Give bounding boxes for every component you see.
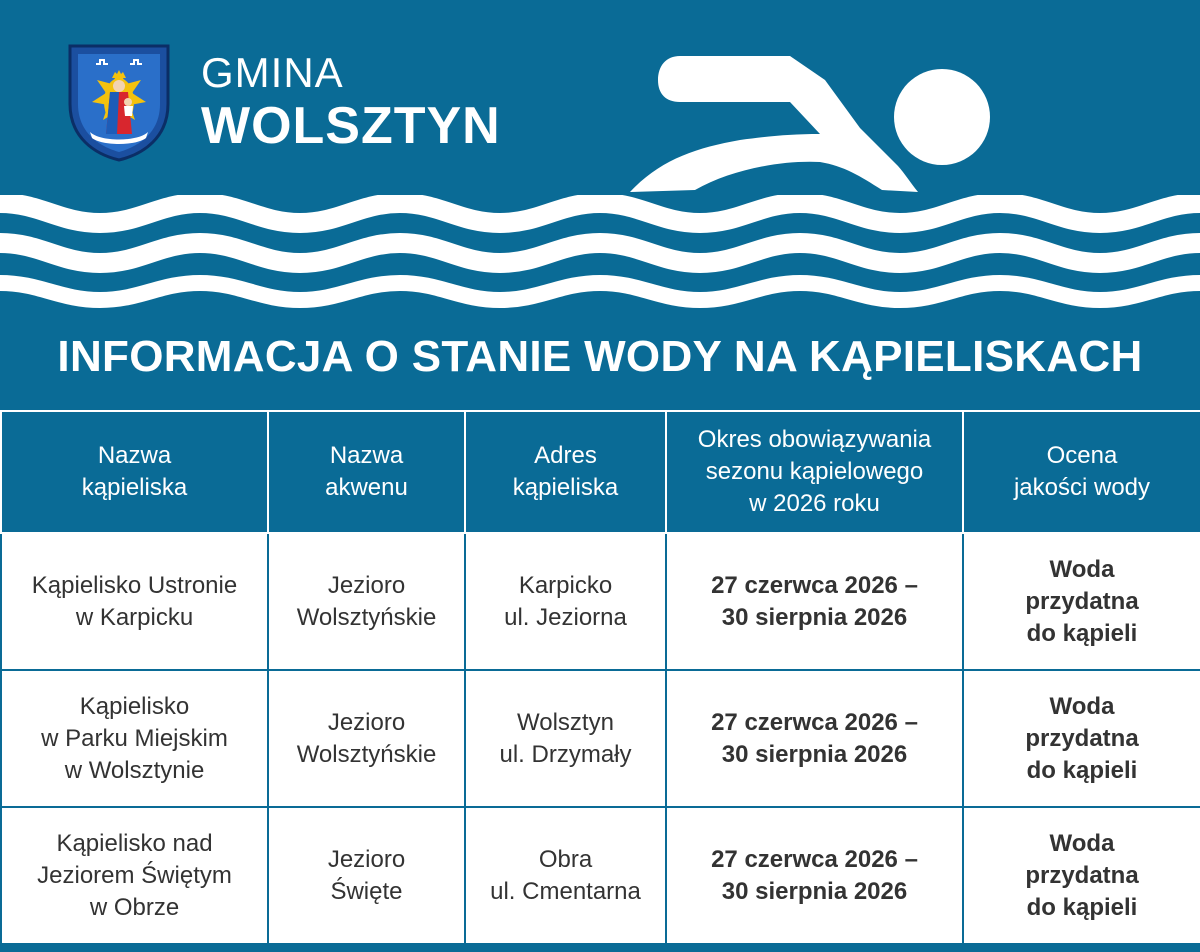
table-row (1, 533, 1200, 670)
cell-water-body-name (268, 807, 465, 944)
header-line: akwenu (325, 474, 408, 501)
cell-water-quality (963, 533, 1200, 670)
header-line: kąpieliska (512, 474, 619, 501)
cell-season-period (666, 807, 963, 944)
header-line: Nazwa (329, 442, 404, 469)
cell-water-body-name (268, 670, 465, 807)
cell-line: w Obrze (89, 893, 180, 921)
cell-line: przydatna (1025, 724, 1139, 752)
cell-line: Święte (330, 877, 403, 905)
cell-line: Woda (1049, 692, 1115, 720)
cell-line: Woda (1049, 555, 1115, 583)
coat-of-arms-icon (66, 42, 172, 162)
bathing-sites-table (0, 410, 1200, 945)
cell-bathing-site-name (1, 807, 268, 944)
cell-line: Woda (1049, 829, 1115, 857)
header-bathing-site-name (1, 411, 268, 533)
bathing-sites-table-wrap (0, 410, 1200, 944)
cell-line: do kąpieli (1026, 756, 1138, 784)
cell-line: Wolsztyńskie (296, 740, 437, 768)
cell-line: ul. Jeziorna (504, 603, 627, 631)
header-line: w 2026 roku (749, 490, 880, 517)
table-row (1, 670, 1200, 807)
table-row (1, 807, 1200, 944)
brand-title (201, 49, 501, 155)
cell-line: w Parku Miejskim (41, 724, 228, 752)
cell-line: Kąpielisko nad (56, 829, 213, 857)
header-line: Adres (534, 442, 597, 469)
swimmer-icon (620, 50, 1000, 200)
cell-line: 27 czerwca 2026 – (711, 845, 918, 873)
cell-line: Jeziorem Świętym (37, 861, 232, 889)
header-water-body-name (268, 411, 465, 533)
cell-line: 27 czerwca 2026 – (711, 708, 918, 736)
header-line: Okres obowiązywania (697, 426, 932, 453)
cell-line: Wolsztyn (517, 708, 614, 736)
cell-address (465, 670, 666, 807)
header-line: Ocena (1046, 442, 1118, 469)
header-season-period (666, 411, 963, 533)
brand-line-1: GMINA (201, 49, 344, 96)
cell-line: Kąpielisko Ustronie (31, 571, 238, 599)
cell-season-period (666, 533, 963, 670)
header-water-quality (963, 411, 1200, 533)
cell-line: 30 sierpnia 2026 (721, 740, 908, 768)
cell-bathing-site-name (1, 670, 268, 807)
cell-line: w Karpicku (75, 603, 194, 631)
cell-line: Jezioro (327, 571, 406, 599)
cell-line: Wolsztyńskie (296, 603, 437, 631)
cell-line: Karpicko (518, 571, 613, 599)
cell-line: do kąpieli (1026, 893, 1138, 921)
header-line: jakości wody (1013, 474, 1151, 501)
cell-line: 30 sierpnia 2026 (721, 603, 908, 631)
bottom-border (0, 944, 1200, 952)
cell-line: przydatna (1025, 587, 1139, 615)
cell-line: Obra (538, 845, 593, 873)
cell-season-period (666, 670, 963, 807)
header-line: Nazwa (97, 442, 172, 469)
header-line: sezonu kąpielowego (705, 458, 924, 485)
cell-line: do kąpieli (1026, 619, 1138, 647)
cell-line: 30 sierpnia 2026 (721, 877, 908, 905)
page-title: INFORMACJA O STANIE WODY NA KĄPIELISKACH (57, 332, 1143, 381)
cell-line: Jezioro (327, 845, 406, 873)
cell-water-quality (963, 807, 1200, 944)
cell-line: w Wolsztynie (64, 756, 205, 784)
cell-line: ul. Drzymały (499, 740, 632, 768)
brand-line-2: WOLSZTYN (201, 97, 501, 155)
cell-line: Jezioro (327, 708, 406, 736)
table-header-row (1, 411, 1200, 533)
cell-line: Kąpielisko (79, 692, 190, 720)
cell-water-quality (963, 670, 1200, 807)
cell-address (465, 533, 666, 670)
header-address (465, 411, 666, 533)
cell-bathing-site-name (1, 533, 268, 670)
cell-line: ul. Cmentarna (490, 877, 641, 905)
cell-address (465, 807, 666, 944)
cell-water-body-name (268, 533, 465, 670)
waves-icon (0, 195, 1200, 310)
header-line: kąpieliska (81, 474, 188, 501)
cell-line: 27 czerwca 2026 – (711, 571, 918, 599)
cell-line: przydatna (1025, 861, 1139, 889)
